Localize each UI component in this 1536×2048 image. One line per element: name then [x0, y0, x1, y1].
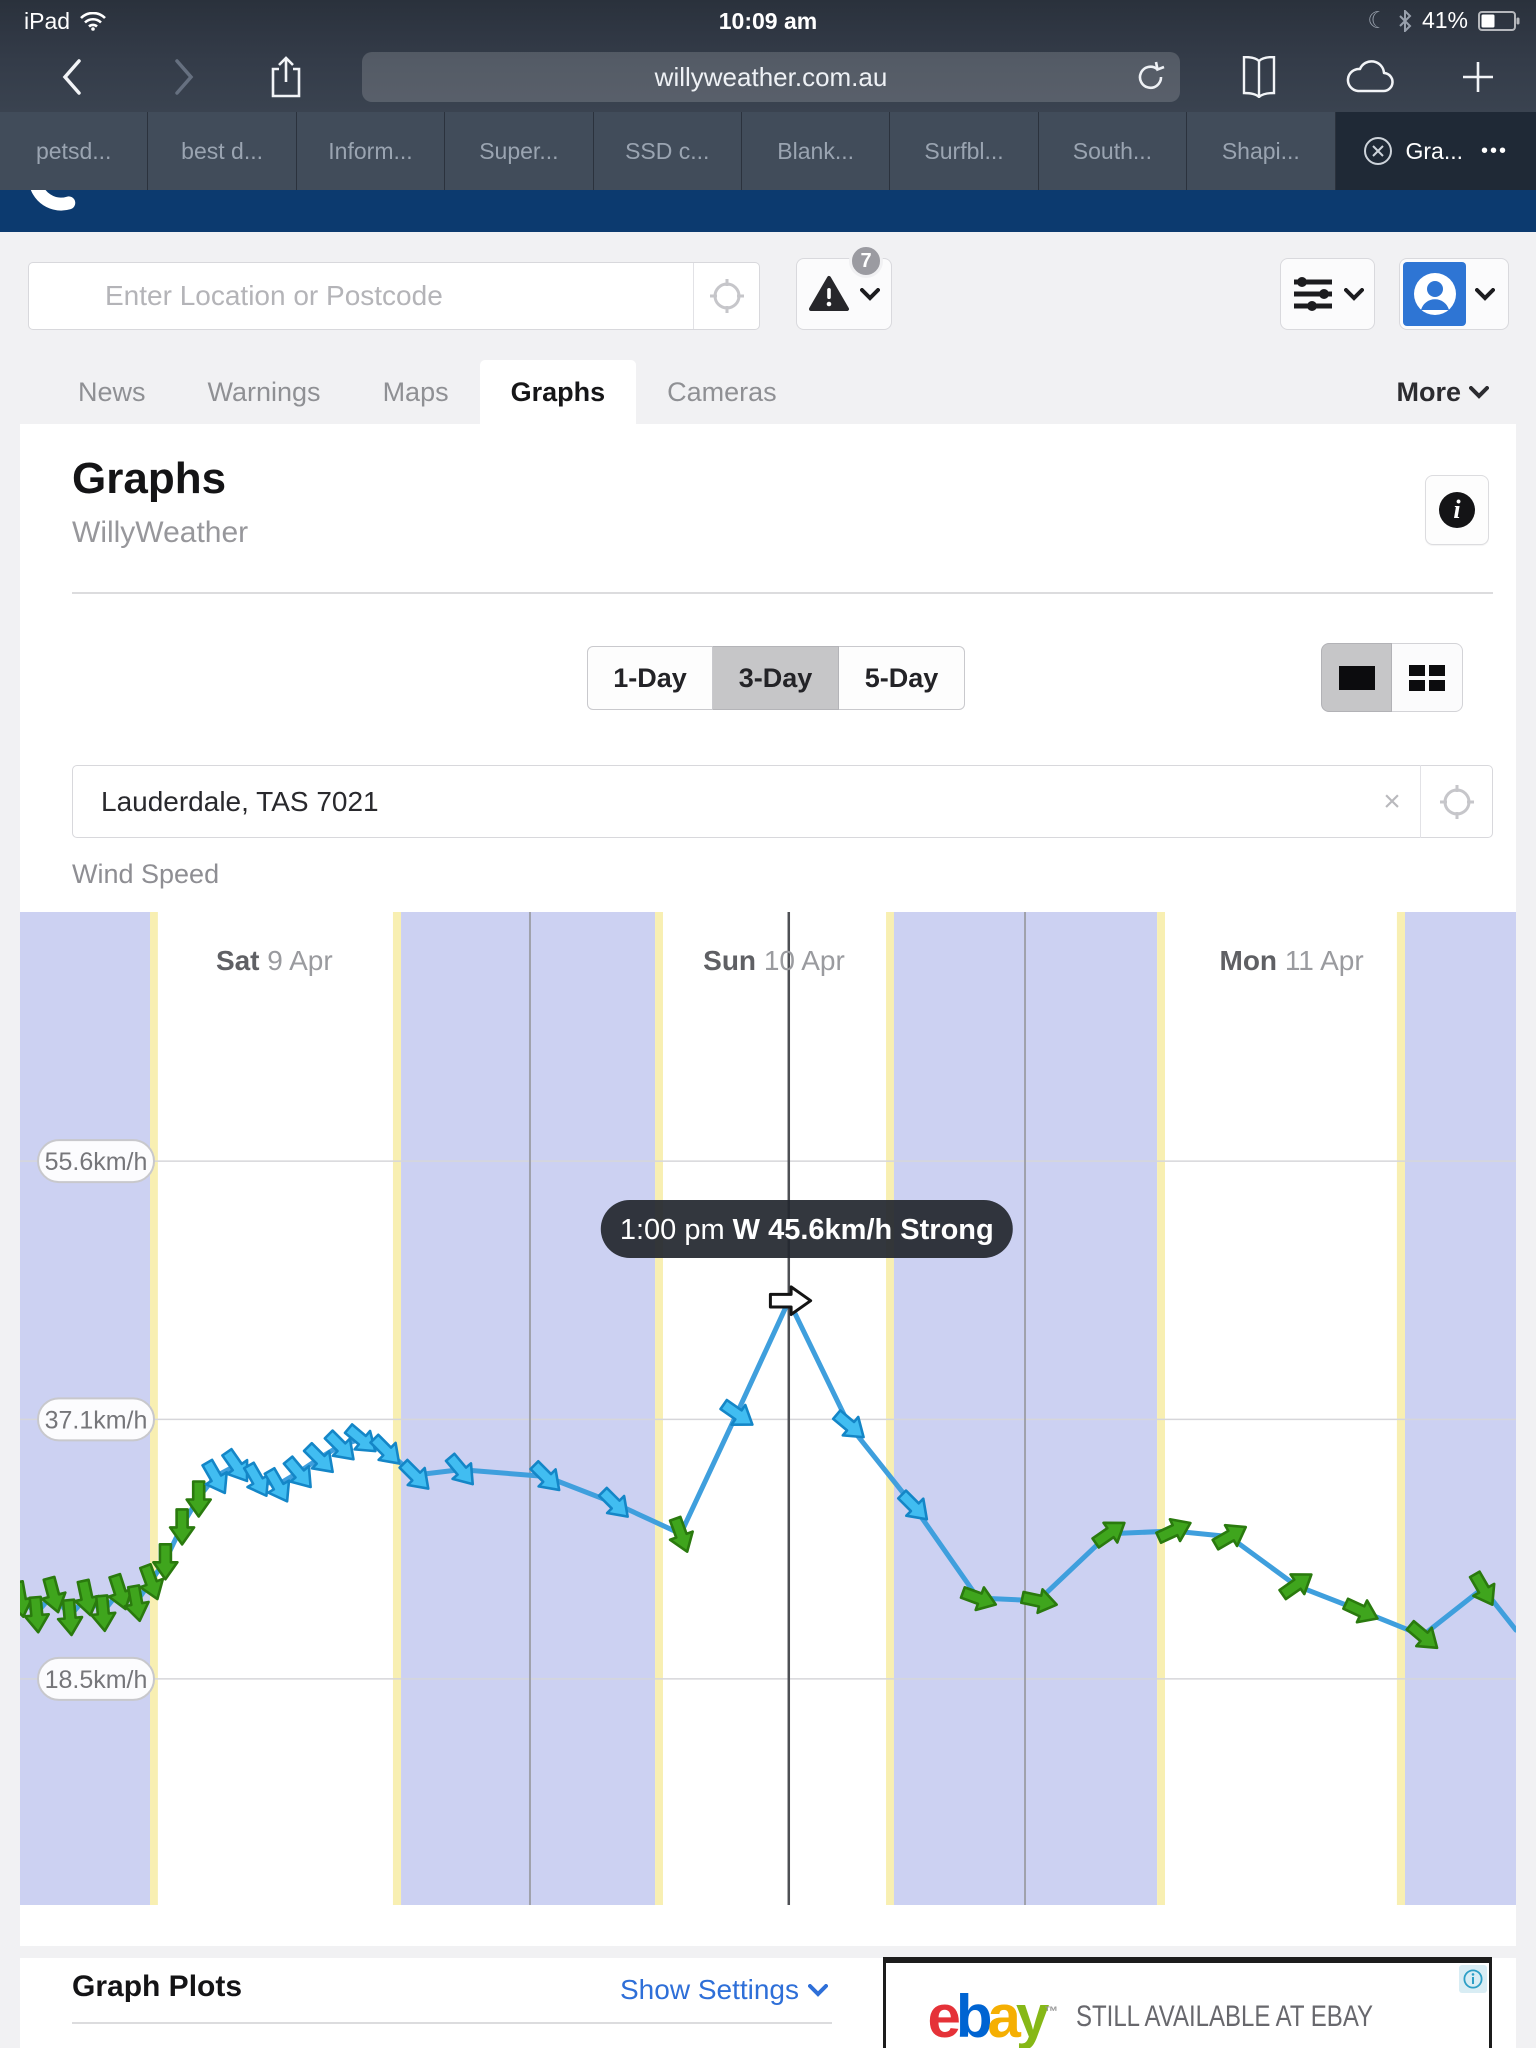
location-input[interactable]: [73, 786, 1364, 818]
location-field: [72, 765, 1493, 838]
band-twilight: [655, 912, 663, 1905]
search-input[interactable]: [29, 263, 693, 329]
refresh-icon[interactable]: [1136, 61, 1166, 93]
day-range-5-day[interactable]: 5-Day: [839, 646, 965, 710]
crosshair-icon: [1439, 784, 1475, 820]
band-day: [663, 912, 886, 1905]
location-search: [28, 262, 760, 330]
band-day: [1165, 912, 1397, 1905]
band-twilight: [886, 912, 894, 1905]
band-twilight: [393, 912, 401, 1905]
moon-icon: ☾: [1367, 7, 1388, 34]
show-settings-label: Show Settings: [620, 1974, 799, 2005]
single-pane-icon: [1339, 666, 1375, 690]
chevron-down-icon: [808, 1984, 828, 1997]
browser-chrome: [0, 0, 1536, 112]
info-button[interactable]: [1425, 475, 1489, 545]
ad-text: STILL AVAILABLE AT EBAY: [1076, 2000, 1374, 2033]
status-time: 10:09 am: [718, 8, 818, 34]
day-label: Sun 10 Apr: [703, 945, 845, 976]
battery-icon: [1478, 11, 1520, 31]
page-title: Graphs: [72, 454, 227, 503]
ebay-logo: ebay™: [927, 1983, 1059, 2048]
show-settings-link[interactable]: [620, 1974, 828, 2006]
nav-tab-maps[interactable]: Maps: [382, 376, 449, 407]
band-day: [158, 912, 393, 1905]
browser-tab[interactable]: Blank...: [742, 112, 890, 190]
person-icon: [1413, 272, 1457, 316]
active-tab-label: Gra...: [1405, 137, 1463, 164]
band-twilight: [1397, 912, 1405, 1905]
day-range-3-day[interactable]: 3-Day: [713, 646, 839, 710]
band-night: [401, 912, 655, 1905]
warning-triangle-icon: [808, 275, 850, 313]
browser-tab[interactable]: Super...: [445, 112, 593, 190]
page-subtitle: WillyWeather: [72, 516, 249, 549]
avatar: [1403, 262, 1466, 326]
device-label: iPad: [24, 8, 71, 34]
chevron-down-icon: [1475, 288, 1495, 301]
chevron-down-icon: [1469, 386, 1489, 399]
browser-tab[interactable]: South...: [1039, 112, 1187, 190]
y-axis-label: 55.6km/h: [44, 1148, 148, 1177]
divider: [72, 2022, 832, 2024]
band-twilight: [1157, 912, 1165, 1905]
battery-percent: 41%: [1421, 7, 1468, 33]
forward-button[interactable]: [164, 42, 204, 112]
tab-overflow-dots: •••: [1481, 139, 1509, 162]
bluetooth-icon: [1398, 10, 1412, 32]
y-axis-label: 18.5km/h: [44, 1665, 148, 1694]
warnings-count-badge: 7: [849, 244, 883, 278]
chevron-down-icon: [860, 288, 880, 301]
geolocate-button[interactable]: [693, 263, 759, 329]
safari-toolbar: [0, 42, 1536, 112]
chevron-down-icon: [1344, 288, 1364, 301]
account-button[interactable]: [1399, 258, 1509, 330]
browser-tab[interactable]: Inform...: [297, 112, 445, 190]
browser-tab[interactable]: Shapi...: [1187, 112, 1335, 190]
info-icon: i: [1439, 492, 1475, 528]
ebay-ad-banner[interactable]: [883, 1957, 1492, 2048]
url-text: willyweather.com.au: [654, 61, 888, 92]
browser-tab[interactable]: petsd...: [0, 112, 148, 190]
nav-tab-cameras[interactable]: Cameras: [667, 376, 777, 407]
willyweather-logo-partial: [0, 190, 120, 232]
browser-tab[interactable]: best d...: [148, 112, 296, 190]
inactive-tabs: [0, 112, 1336, 190]
tab-active[interactable]: [1336, 112, 1536, 190]
browser-tab[interactable]: Surfbl...: [890, 112, 1038, 190]
ad-info-icon[interactable]: [1459, 1965, 1487, 1993]
new-tab-button[interactable]: [1456, 42, 1500, 112]
share-button[interactable]: [264, 42, 308, 112]
settings-button[interactable]: [1280, 258, 1375, 330]
nav-tab-news[interactable]: News: [78, 376, 146, 407]
grid-view-button[interactable]: [1392, 643, 1463, 712]
close-tab-icon[interactable]: [1363, 136, 1393, 166]
nav-tab-graphs[interactable]: Graphs: [480, 360, 637, 424]
day-range-selector: [587, 646, 965, 710]
browser-tab[interactable]: SSD c...: [594, 112, 742, 190]
clear-location-button[interactable]: ×: [1383, 784, 1401, 818]
day-label: Mon 11 Apr: [1219, 945, 1364, 976]
back-button[interactable]: [52, 42, 92, 112]
bookmarks-button[interactable]: [1236, 42, 1282, 112]
wind-speed-chart[interactable]: [20, 912, 1516, 1905]
tab-bar: [0, 112, 1536, 190]
band-night: [1405, 912, 1516, 1905]
wind-speed-chart-svg: [20, 912, 1516, 1905]
site-header-strip: [0, 190, 1536, 232]
nav-more-label: More: [1396, 376, 1461, 407]
nav-tab-warnings[interactable]: Warnings: [207, 376, 321, 407]
crosshair-icon: [709, 278, 745, 314]
day-label: Sat 9 Apr: [215, 945, 333, 976]
view-toggle: [1321, 643, 1463, 712]
day-range-1-day[interactable]: 1-Day: [587, 646, 713, 710]
geolocate-button[interactable]: [1420, 765, 1492, 838]
status-bar: [0, 0, 1536, 42]
icloud-tabs-icon[interactable]: [1344, 42, 1396, 112]
url-bar[interactable]: [362, 52, 1180, 102]
sliders-icon: [1292, 276, 1334, 312]
graph-plots-heading: Graph Plots: [72, 1970, 243, 2003]
single-view-button[interactable]: [1321, 643, 1392, 712]
graphs-card: [20, 424, 1516, 1946]
tooltip-text: 1:00 pm W 45.6km/h Strong: [619, 1214, 994, 1246]
y-axis-label: 37.1km/h: [44, 1406, 148, 1435]
nav-more[interactable]: [1396, 360, 1489, 424]
divider: [72, 592, 1493, 594]
section-nav: [0, 360, 1536, 424]
graph-series-label: Wind Speed: [72, 859, 220, 889]
grid-pane-icon: [1409, 665, 1445, 691]
